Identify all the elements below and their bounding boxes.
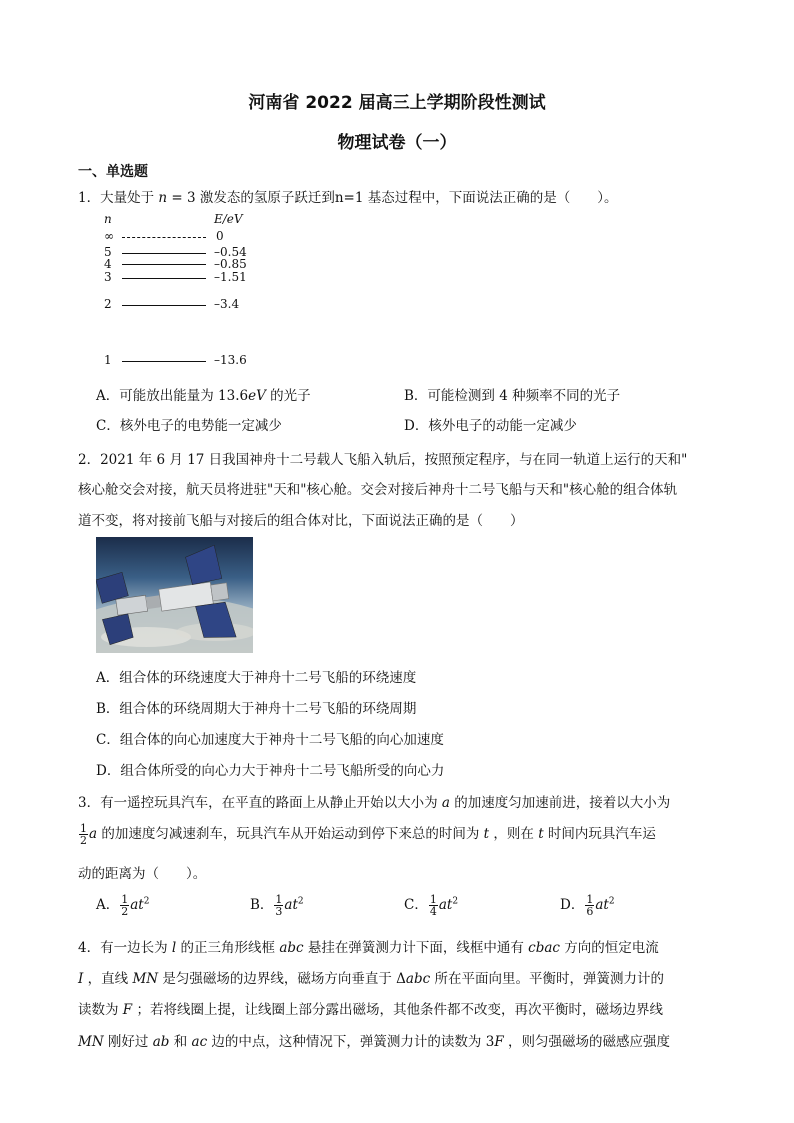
section-heading: 一、单选题 <box>78 164 148 180</box>
q1-option-d[interactable]: D．核外电子的动能一定减少 <box>404 418 577 434</box>
level-line <box>122 278 206 279</box>
q4-stem-line4: MN 刚好过 ab 和 ac 边的中点，这种情况下，弹簧测力计的读数为 3F ，则匀强磁场的磁感应强度 <box>78 1034 670 1050</box>
q2-stem-line1: 2．2021 年 6 月 17 日我国神舟十二号载人飞船入轨后，按照预定程序，与在同一轨道上运行的天和" <box>78 452 688 468</box>
q3-stem-line1: 3．有一遥控玩具汽车，在平直的路面上从静止开始以大小为 a 的加速度匀加速前进，接着以大小为 <box>78 795 671 811</box>
q3-option-c[interactable]: C． $\frac{1}{4}$ $at^2$ <box>404 893 459 918</box>
level-line <box>122 264 206 265</box>
q3-option-d[interactable]: D． $\frac{1}{6}$ $at^2$ <box>560 893 615 918</box>
q1-option-a[interactable]: A．可能放出能量为 13.6eV 的光子 <box>96 388 311 404</box>
diagram-n-header: n <box>104 212 112 226</box>
exam-title: 河南省 2022 届高三上学期阶段性测试 <box>248 93 546 113</box>
q4-stem-line3: 读数为 F ；若将线圈上提，让线圈上部分露出磁场，其他条件都不改变，再次平衡时，磁场边界线 <box>78 1002 663 1018</box>
level-energy: 0 <box>216 229 224 243</box>
level-n: ∞ <box>104 229 114 243</box>
level-line <box>122 305 206 306</box>
q1-stem: 1．大量处于 n = 3 激发态的氢原子跃迁到n=1 基态过程中，下面说法正确的是（ ）。 <box>78 190 618 206</box>
q2-option-c[interactable]: C．组合体的向心加速度大于神舟十二号飞船的向心加速度 <box>96 732 444 748</box>
diagram-e-header: E/eV <box>214 212 243 226</box>
q3-stem-line3: 动的距离为（ ）。 <box>78 866 207 882</box>
level-energy: –0.85 <box>214 257 247 271</box>
q2-option-d[interactable]: D．组合体所受的向心力大于神舟十二号飞船所受的向心力 <box>96 763 445 779</box>
q3-option-a[interactable]: A． $\frac{1}{2}$ $at^2$ <box>96 893 150 918</box>
q1-option-c[interactable]: C．核外电子的电势能一定减少 <box>96 418 282 434</box>
q2-option-b[interactable]: B．组合体的环绕周期大于神舟十二号飞船的环绕周期 <box>96 701 417 717</box>
level-n: 2 <box>104 297 112 311</box>
exam-subtitle: 物理试卷（一） <box>337 133 457 153</box>
level-energy: –3.4 <box>214 297 240 311</box>
level-n: 1 <box>104 353 112 367</box>
spacecraft-image <box>96 537 253 653</box>
q4-stem-line2: I ，直线 MN 是匀强磁场的边界线，磁场方向垂直于 Δabc 所在平面向里。平衡时，弹簧测力计的 <box>78 971 664 987</box>
level-line <box>122 253 206 254</box>
spacecraft-photo <box>96 537 253 653</box>
level-energy: –13.6 <box>214 353 247 367</box>
level-line <box>122 237 206 238</box>
fraction-one-half: $\frac{1}{2}$ <box>80 822 87 847</box>
level-line <box>122 361 206 362</box>
q2-stem-line2: 核心舱交会对接，航天员将进驻"天和"核心舱。交会对接后神舟十二号飞船与天和"核心舱的组合体轨 <box>78 482 678 498</box>
level-energy: –1.51 <box>214 270 247 284</box>
level-n: 5 <box>104 245 112 259</box>
level-n: 4 <box>104 257 112 271</box>
q2-option-a[interactable]: A．组合体的环绕速度大于神舟十二号飞船的环绕速度 <box>96 670 417 686</box>
q3-stem-line2: $\frac{1}{2}$ a 的加速度匀减速刹车，玩具汽车从开始运动到停下来总的时间为 t ，则在 t 时间内玩具汽车运 <box>80 822 656 847</box>
energy-level-diagram <box>104 212 264 372</box>
level-n: 3 <box>104 270 112 284</box>
q2-stem-line3: 道不变，将对接前飞船与对接后的组合体对比，下面说法正确的是（ ） <box>78 513 524 529</box>
q3-option-b[interactable]: B． $\frac{1}{3}$ $at^2$ <box>250 893 304 918</box>
level-energy: –0.54 <box>214 245 247 259</box>
q4-stem-line1: 4．有一边长为 l 的正三角形线框 abc 悬挂在弹簧测力计下面，线框中通有 cbac 方向的恒定电流 <box>78 940 659 956</box>
q1-option-b[interactable]: B．可能检测到 4 种频率不同的光子 <box>404 388 621 404</box>
